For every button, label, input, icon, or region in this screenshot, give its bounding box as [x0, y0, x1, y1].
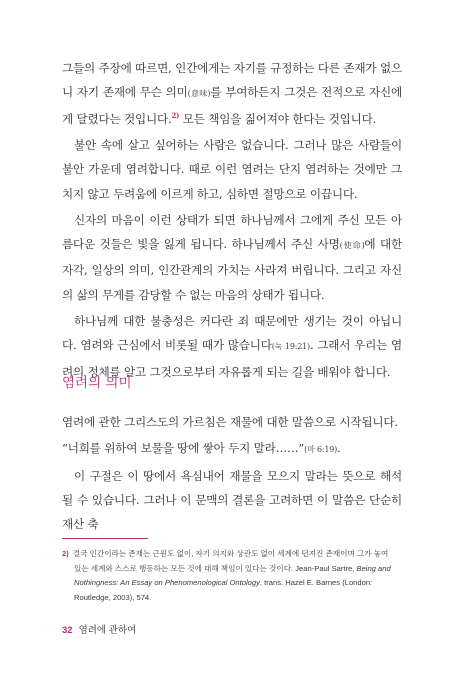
body-text-top: [62, 56, 402, 386]
footnote-text-1: 결국 인간이라는 존재는 근원도 없이, 자기 의지와 상관도 없이 세계에 던져진 존재이며 그가 놓여: [72, 549, 389, 558]
paragraph-4-text-a: 하나님께 대한 불충성은 커다란 죄 때문에만 생기는 것이 아닙니다. 염려와 근심에서 비롯될 때가 많습니다: [62, 313, 402, 353]
paragraph-4-reference: (눅 19:21): [271, 342, 310, 352]
paragraph-6-reference: (마 6:19): [304, 444, 338, 454]
footnote-line-3: [62, 576, 404, 591]
paragraph-3: [62, 208, 402, 308]
page-number: 32: [62, 625, 73, 636]
paragraph-1-hanja: (意味): [187, 89, 211, 99]
paragraph-2: 불안 속에 살고 싶어하는 사람은 없습니다. 그러나 많은 사람들이 불안 가운데 염려합니다. 때로 이런 염려는 단지 염려하는 것에만 그치지 않고 두려움에 이르게 하고, 심하면 절망으로 이끕니다.: [62, 137, 402, 201]
paragraph-1-text-b: 를 부여하든지 그것은 전적으로 자신에게 달렸다는 것입니다.: [62, 85, 402, 126]
paragraph-3-text-b: 에 대한 자각, 일상의 의미, 인간관계의 가치는 사라져 버립니다. 그리고 자신의 삶의 무게를 감당할 수 없는 마음의 상태가 됩니다.: [62, 237, 403, 302]
paragraph-6-period: .: [337, 440, 341, 455]
footnote-ref-2[interactable]: 2): [171, 110, 180, 120]
paragraph-6: [62, 436, 402, 462]
paragraph-7: 이 구절은 이 땅에서 욕심내어 재물을 모으지 말라는 뜻으로 해석될 수 있습니다. 그러나 이 문맥의 결론을 고려하면 이 말씀은 단순히 재산 축: [62, 468, 402, 531]
paragraph-3-hanja: (使命): [339, 241, 365, 251]
paragraph-1-text-a: 그들의 주장에 따르면, 인간에게는 자기를 규정하는 다른 존재가 없으니 자기 존재에 무슨 의미: [62, 61, 402, 100]
footnote: [62, 547, 404, 605]
running-title: 염려에 관하여: [78, 625, 137, 636]
footnote-line-2: [62, 562, 404, 577]
section-heading: 염려의 의미: [62, 375, 132, 391]
footnote-book-title-a: Being and: [356, 563, 391, 573]
paragraph-1: [62, 56, 402, 131]
footnote-text-2: 있는 세계와 스스로 행동하는 모든 것에 대해 책임이 있다는 것이다. Jean-Paul Sartre,: [74, 563, 357, 573]
footnote-line-1: [62, 547, 404, 562]
paragraph-1-text-c: 모든 책임을 짊어져야 한다는 것입니다.: [179, 111, 377, 126]
paragraph-5: 염려에 관한 그리스도의 가르침은 재물에 대한 말씀으로 시작됩니다.: [62, 415, 398, 429]
page-footer: [62, 622, 136, 636]
body-text-bottom: [62, 410, 402, 538]
paragraph-4-text-b: . 그래서 우리는 염려의 정체를 알고 그것으로부터 자유롭게 되는 길을 배워야 합니다.: [62, 338, 402, 379]
paragraph-6-quote: “너희를 위하여 보물을 땅에 쌓아 두지 말라……”: [62, 440, 305, 455]
paragraph-3-text-a: 신자의 마음이 이런 상태가 되면 하나님께서 그에게 주신 모든 아름다운 것들은 빛을 잃게 됩니다. 하나님께서 주신 사명: [62, 212, 402, 252]
footnote-line-4: Routledge, 2003), 574.: [74, 592, 152, 602]
footnote-divider: [62, 538, 148, 539]
footnote-book-title-b: Nothingness: An Essay on Phenomenological Ontology: [74, 578, 260, 588]
footnote-text-3: , trans. Hazel E. Barnes (London:: [259, 578, 373, 588]
footnote-number: 2): [62, 549, 69, 558]
